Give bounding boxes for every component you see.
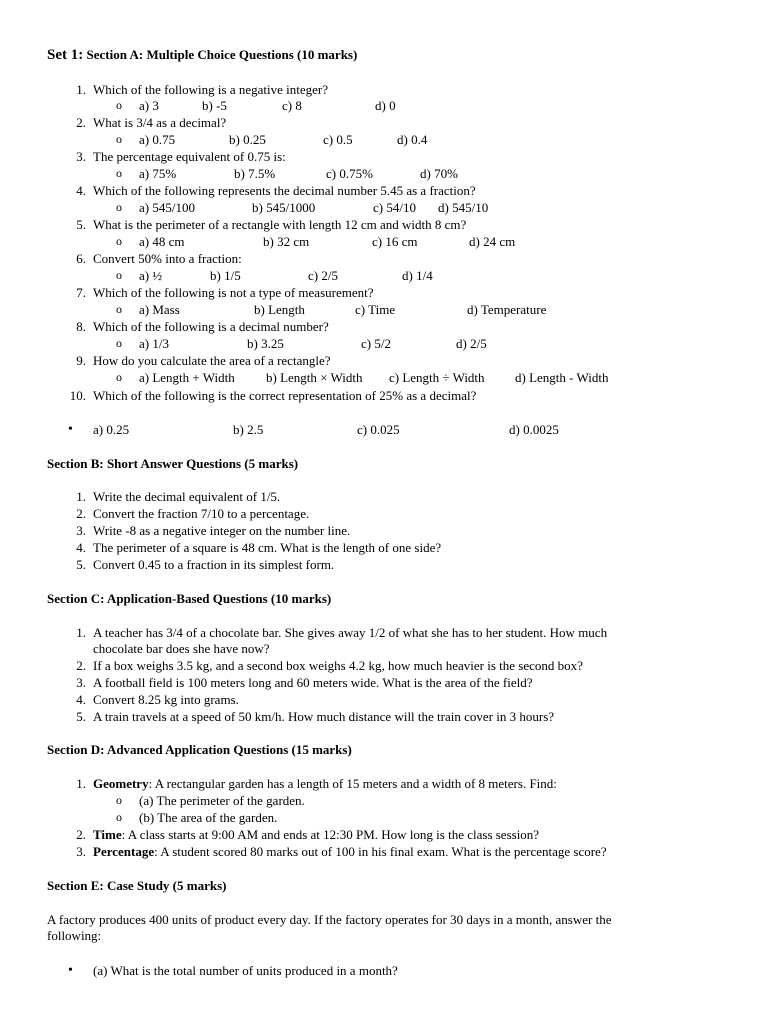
question-text: Which of the following is a negative integer?: [93, 82, 329, 97]
option: d) 0: [375, 98, 396, 113]
item-number: 1.: [76, 625, 86, 640]
case-study-intro: A factory produces 400 units of product every day. If the factory operates for 30 days in a month, answer the: [47, 912, 612, 927]
item-number: 2.: [76, 506, 86, 521]
sub-item: (a) The perimeter of the garden.: [139, 793, 305, 808]
question-text: Convert 50% into a fraction:: [93, 251, 242, 266]
item-label: Geometry: [93, 776, 149, 791]
option: a) 545/100: [139, 200, 195, 215]
item-number: 5.: [76, 709, 86, 724]
sub-bullet-icon: o: [116, 268, 122, 282]
option: c) 16 cm: [372, 234, 418, 249]
option: c) Length ÷ Width: [389, 370, 485, 385]
sub-bullet-icon: o: [116, 810, 122, 824]
list-item: [93, 843, 607, 860]
item-label: Percentage: [93, 844, 155, 859]
option: d) 1/4: [402, 268, 433, 283]
option: d) 545/10: [438, 200, 489, 215]
option: c) 5/2: [361, 336, 391, 351]
item-number: 5.: [76, 557, 86, 572]
sub-bullet-icon: o: [116, 234, 122, 248]
sub-item: (b) The area of the garden.: [139, 810, 278, 825]
list-item: A teacher has 3/4 of a chocolate bar. She gives away 1/2 of what she has to her student. How much: [93, 625, 608, 640]
list-item: A train travels at a speed of 50 km/h. How much distance will the train cover in 3 hours?: [93, 709, 555, 724]
option: d) 0.4: [397, 132, 428, 147]
item-number: 2.: [76, 658, 86, 673]
option: c) 54/10: [373, 200, 416, 215]
question-text: Which of the following represents the decimal number 5.45 as a fraction?: [93, 183, 476, 198]
sub-bullet-icon: o: [116, 166, 122, 180]
option: a) 48 cm: [139, 234, 185, 249]
list-item: Write the decimal equivalent of 1/5.: [93, 489, 281, 504]
section-b-title: Section B: Short Answer Questions (5 marks): [47, 456, 299, 471]
bullet-icon: •: [68, 422, 73, 437]
option: d) Temperature: [467, 302, 547, 317]
option: a) 3: [139, 98, 159, 113]
option: b) 32 cm: [263, 234, 310, 249]
question-number: 6.: [76, 251, 86, 266]
question-number: 5.: [76, 217, 86, 232]
option: c) 0.025: [357, 422, 400, 437]
question-number: 1.: [76, 82, 86, 97]
option: a) 0.75: [139, 132, 176, 147]
option: a) 0.25: [93, 422, 130, 437]
option: d) Length - Width: [515, 370, 609, 385]
section-d-title: Section D: Advanced Application Questions (15 marks): [47, 742, 352, 757]
option: d) 0.0025: [509, 422, 559, 437]
section-a-title: Section A: Multiple Choice Questions (10 marks): [83, 47, 358, 62]
item-number: 1.: [76, 776, 86, 791]
option: a) 75%: [139, 166, 177, 181]
question-number: 10.: [69, 388, 86, 403]
section-c-title: Section C: Application-Based Questions (10 marks): [47, 591, 332, 606]
bullet-icon: •: [68, 963, 73, 978]
option: c) 0.75%: [326, 166, 373, 181]
option: b) 3.25: [247, 336, 284, 351]
list-item: Convert 8.25 kg into grams.: [93, 692, 239, 707]
item-number: 4.: [76, 692, 86, 707]
sub-bullet-icon: o: [116, 200, 122, 214]
item-text: : A rectangular garden has a length of 15 meters and a width of 8 meters. Find:: [148, 776, 557, 791]
item-number: 3.: [76, 523, 86, 538]
list-item: A football field is 100 meters long and 60 meters wide. What is the area of the field?: [93, 675, 533, 690]
option: b) 0.25: [229, 132, 266, 147]
list-item: [93, 775, 557, 792]
sub-bullet-icon: o: [116, 336, 122, 350]
item-number: 3.: [76, 675, 86, 690]
list-item-continuation: chocolate bar does she have now?: [93, 641, 270, 656]
item-text: : A student scored 80 marks out of 100 in his final exam. What is the percentage score?: [154, 844, 607, 859]
question-number: 2.: [76, 115, 86, 130]
option: b) 7.5%: [234, 166, 276, 181]
option: d) 24 cm: [469, 234, 516, 249]
option: b) -5: [202, 98, 227, 113]
option: b) Length × Width: [266, 370, 363, 385]
item-number: 2.: [76, 827, 86, 842]
question-text: What is the perimeter of a rectangle with length 12 cm and width 8 cm?: [93, 217, 467, 232]
option: a) Length + Width: [139, 370, 235, 385]
question-text: What is 3/4 as a decimal?: [93, 115, 227, 130]
list-item: (a) What is the total number of units produced in a month?: [93, 963, 398, 978]
sub-bullet-icon: o: [116, 132, 122, 146]
option: d) 2/5: [456, 336, 487, 351]
sub-bullet-icon: o: [116, 302, 122, 316]
item-label: Time: [93, 827, 122, 842]
option: b) 2.5: [233, 422, 264, 437]
question-number: 4.: [76, 183, 86, 198]
list-item: Convert the fraction 7/10 to a percentage.: [93, 506, 310, 521]
list-item: [93, 826, 539, 843]
list-item: The perimeter of a square is 48 cm. What is the length of one side?: [93, 540, 442, 555]
question-number: 3.: [76, 149, 86, 164]
option: c) Time: [355, 302, 396, 317]
option: b) 1/5: [210, 268, 241, 283]
option: a) 1/3: [139, 336, 169, 351]
item-number: 4.: [76, 540, 86, 555]
set-title-lead: Set 1:: [47, 47, 84, 63]
option: a) ½: [139, 268, 163, 283]
question-number: 9.: [76, 353, 86, 368]
question-text: The percentage equivalent of 0.75 is:: [93, 149, 286, 164]
question-text: Which of the following is not a type of measurement?: [93, 285, 374, 300]
option: a) Mass: [139, 302, 180, 317]
option: c) 0.5: [323, 132, 353, 147]
case-study-intro-continuation: following:: [47, 928, 102, 943]
option: b) Length: [254, 302, 305, 317]
question-text: Which of the following is the correct representation of 25% as a decimal?: [93, 388, 477, 403]
question-text: How do you calculate the area of a rectangle?: [93, 353, 331, 368]
section-e-title: Section E: Case Study (5 marks): [47, 878, 227, 893]
question-number: 7.: [76, 285, 86, 300]
option: c) 8: [282, 98, 302, 113]
question-number: 8.: [76, 319, 86, 334]
list-item: Write -8 as a negative integer on the number line.: [93, 523, 351, 538]
option: b) 545/1000: [252, 200, 316, 215]
item-number: 1.: [76, 489, 86, 504]
item-text: : A class starts at 9:00 AM and ends at 12:30 PM. How long is the class session?: [121, 827, 540, 842]
list-item: If a box weighs 3.5 kg, and a second box weighs 4.2 kg, how much heavier is the second box?: [93, 658, 583, 673]
item-number: 3.: [76, 844, 86, 859]
option: c) 2/5: [308, 268, 338, 283]
question-text: Which of the following is a decimal number?: [93, 319, 329, 334]
option: d) 70%: [420, 166, 458, 181]
list-item: Convert 0.45 to a fraction in its simplest form.: [93, 557, 335, 572]
sub-bullet-icon: o: [116, 98, 122, 112]
sub-bullet-icon: o: [116, 793, 122, 807]
sub-bullet-icon: o: [116, 370, 122, 384]
set-title: [47, 46, 357, 64]
